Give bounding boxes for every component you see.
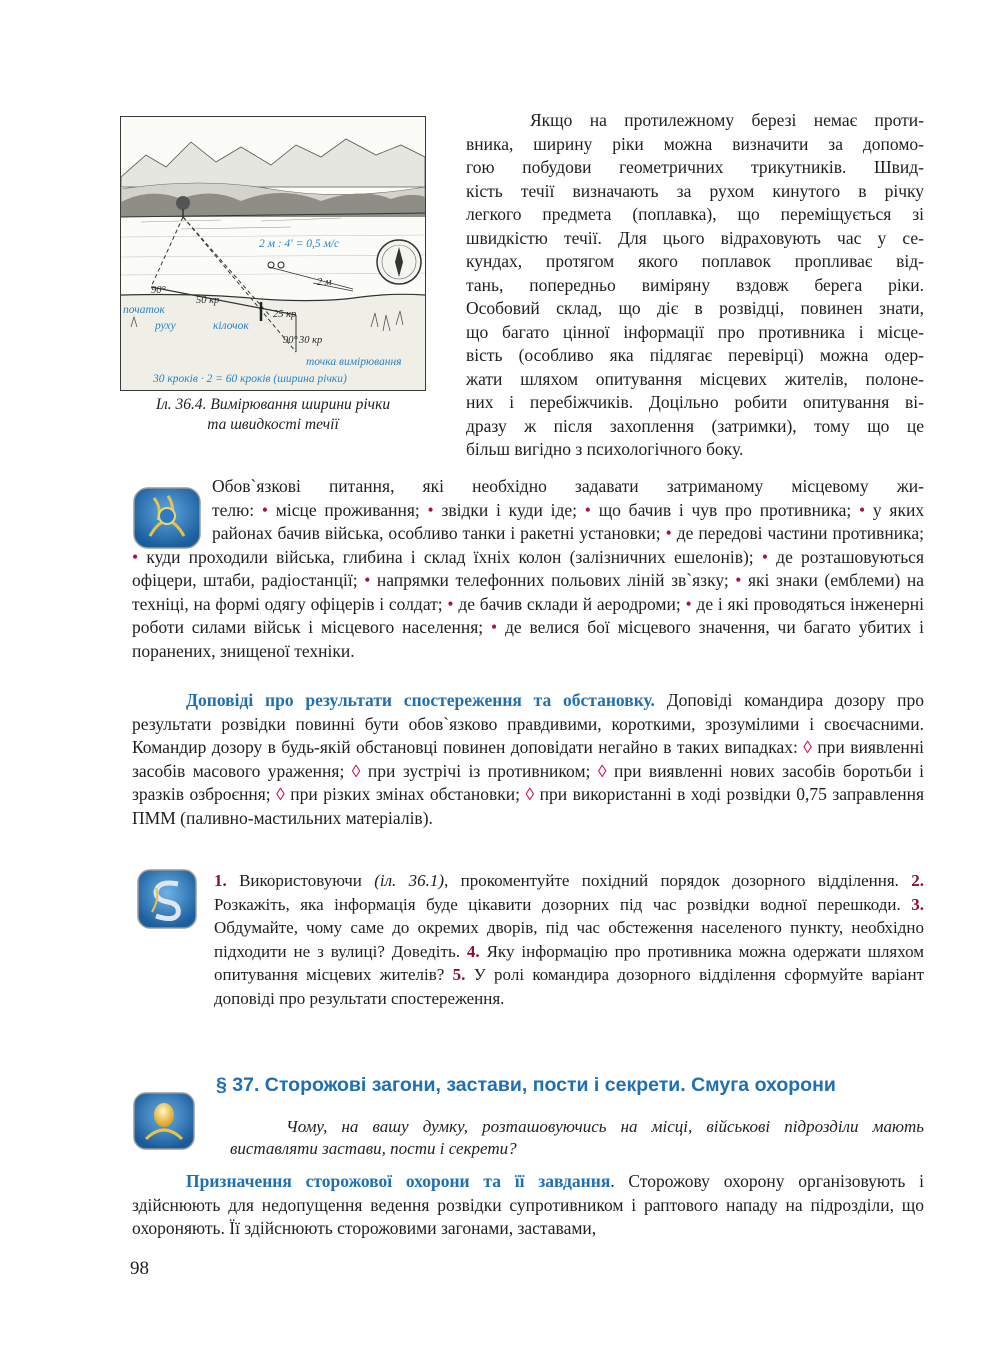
mandatory-item: де передові частини противника; <box>676 523 925 543</box>
section-title: § 37. Сторожові загони, застави, пости і секрети. Смуга охорони <box>216 1074 836 1096</box>
mandatory-questions-paragraph <box>132 475 924 663</box>
mandatory-item: де бачив склади й аеродроми; <box>458 593 681 614</box>
river-line: легкого предмета (поплавка), що переміщується зі <box>466 204 924 224</box>
report-item: при виявленні засобів масового ураження; <box>132 737 924 781</box>
question-text: Яку інформацію про противника можна одержати шляхом опитування місцевих жителів? <box>214 941 925 984</box>
figure-river-measurement <box>120 116 426 391</box>
twentyfive-label: 25 кр <box>273 309 297 320</box>
diamond-marker: ◊ <box>525 784 535 804</box>
river-line: кість течії визначають за рухом кинутого в річку <box>466 180 924 201</box>
river-line: швидкістю течії. Для цього відраховують час у се- <box>466 227 924 248</box>
river-line: жати шляхом опитування місцевих жителів, полоне- <box>466 368 924 389</box>
question-number: 2. <box>911 871 924 890</box>
river-line: дразу ж після захоплення (затримки), тому що це <box>466 415 924 436</box>
report-item: при різких змінах обстановки; <box>290 784 520 804</box>
diamond-marker: ◊ <box>351 760 361 781</box>
bullet: • <box>858 499 866 520</box>
mandatory-item: куди проходили війська, глибина і склад їхніх колон (залізничних ешелонів); <box>146 546 754 567</box>
river-line: що багато цінної інформації про противника і місце- <box>466 321 924 342</box>
fifty-label: 50 кр <box>196 295 220 306</box>
question-number: 1. <box>214 871 227 890</box>
mandatory-item: які знаки (емблеми) на техніці, на формі одягу офіцерів і солдат; <box>132 570 925 614</box>
angle-left-label: 90° <box>151 285 166 296</box>
point-label: точка вимірювання <box>306 356 402 368</box>
bullet: • <box>735 570 742 590</box>
report-item: при використанні в ході розвідки 0,75 заправлення ПММ (паливно-мастильних матеріалів). <box>132 784 925 828</box>
river-line: більш вигідно з психологічного боку. <box>466 439 744 459</box>
mandatory-tail: телю: <box>212 499 255 520</box>
diamond-marker: ◊ <box>803 737 812 757</box>
section-paragraph <box>132 1170 924 1241</box>
start-label-2: руху <box>155 320 176 332</box>
river-paragraph <box>466 109 924 462</box>
river-line: тань, попередньо виміряну вздовж берега ріки. <box>466 274 924 295</box>
width-label: 30 кроків · 2 = 60 кроків (ширина річки) <box>153 373 347 385</box>
section-text: . Сторожову охорону організовують і здійснюють для недопущення ведення розвідки супротивником і раптового нападу на підрозділи, що охороняють. Її здійснюють сторожовими загонами, заставами, <box>132 1171 924 1238</box>
mandatory-item: де і які проводяться інженерні роботи силами військ і місцевого населення; <box>132 593 925 637</box>
report-item: при виявленні нових засобів боротьби і зразків озброєння; <box>132 760 925 804</box>
bullet: • <box>665 523 672 543</box>
question-number: 4. <box>466 941 480 961</box>
mandatory-item: де розташовуються офіцери, штаби, радіостанції; <box>132 546 924 590</box>
figure-caption-line-2: та швидкості течії <box>207 416 339 433</box>
bullet: • <box>447 593 454 614</box>
section-question: Чому, на вашу думку, розташовуючись на місці, військові підрозділи мають виставляти застави, пости і секрети? <box>230 1117 924 1158</box>
mandatory-item: що бачив і чув про противника; <box>598 499 852 520</box>
river-line: вість (особливо яка підлягає перевірці) можна одер- <box>466 345 924 365</box>
mandatory-intro: Обов`язкові питання, які необхідно задавати затриманому місцевому жи- <box>212 476 924 496</box>
river-line: них і перебіжчиків. Доцільно робити опитування ві- <box>466 392 924 412</box>
question-number: 5. <box>452 965 466 984</box>
reports-text: Доповіді командира дозору про результати розвідки повинні бути обов`язково правдивими, короткими, зрозумілими і своєчасними. Командир дозору в будь-якій обстановці повинен доповідати негайно в таких випадках: <box>132 690 924 757</box>
mandatory-item: напрямки телефонних польових ліній зв`язку; <box>376 570 729 590</box>
bullet: • <box>132 546 139 567</box>
diamond-marker: ◊ <box>597 760 607 781</box>
bullet: • <box>427 499 434 520</box>
bullet: • <box>490 617 498 637</box>
section-icon <box>132 1091 196 1151</box>
figure-caption <box>120 395 426 435</box>
icon-spacer <box>132 475 212 545</box>
thirty-label: 30 кр <box>299 335 323 346</box>
questions-block <box>214 869 924 1010</box>
question-reference: (іл. 36.1) <box>374 871 445 890</box>
reports-heading: Доповіді про результати спостереження та обстановку. <box>186 690 655 710</box>
report-item: при зустрічі із противником; <box>367 760 591 781</box>
mandatory-item: у яких районах бачив війська, особливо танки і ракетні установки; <box>212 499 925 543</box>
question-text: Розкажіть, яка інформація буде цікавити дозорних під час розвідки водної перешкоди. <box>214 894 901 914</box>
questions-icon <box>136 868 198 930</box>
question-text: У ролі командира дозорного відділення сформуйте варіант доповіді про результати спостереження. <box>214 965 925 1008</box>
page-number: 98 <box>130 1258 149 1279</box>
figure-caption-line-1: Іл. 36.4. Вимірювання ширини річки <box>155 396 391 413</box>
question-text: Обдумайте, чому саме до окремих дворів, під час обстеження населеного пункту, необхідно підходити не з вулиці? Доведіть. <box>214 918 924 961</box>
mandatory-item: звідки і куди іде; <box>441 499 577 520</box>
question-text: Використовуючи <box>239 871 362 890</box>
river-line: Якщо на протилежному березі немає проти- <box>530 110 924 130</box>
question-number: 3. <box>911 894 924 914</box>
angle-bottom-label: 90° <box>283 335 298 346</box>
river-line: Особовий склад, що діє в розвідці, повинен знати, <box>466 298 924 318</box>
stake-label: кілочок <box>213 320 249 332</box>
mandatory-item: місце проживання; <box>275 499 420 520</box>
river-line: кундах, протягом якого поплавок пропливає від- <box>466 251 924 271</box>
section-heading: Призначення сторожової охорони та її завдання <box>186 1171 611 1191</box>
two-m-label: 2 м <box>317 277 332 288</box>
river-line: вника, ширину ріки можна визначити за допомо- <box>466 133 924 154</box>
bullet: • <box>584 499 591 520</box>
bullet: • <box>685 593 692 614</box>
river-measurement-illustration <box>121 117 425 390</box>
question-text: , прокоментуйте похідний порядок дозорного відділення. <box>444 871 899 890</box>
diamond-marker: ◊ <box>276 784 285 804</box>
mandatory-item: де велися бої місцевого значення, чи багато убитих і поранених, знищеної техніки. <box>132 617 925 661</box>
speed-label: 2 м : 4' = 0,5 м/с <box>259 238 340 250</box>
start-label-1: початок <box>123 304 165 316</box>
bullet: • <box>761 546 768 567</box>
reports-paragraph <box>132 689 924 830</box>
river-line: гою побудови геометричних трикутників. Швид- <box>466 157 924 177</box>
bullet: • <box>364 570 371 590</box>
bullet: • <box>261 499 269 520</box>
